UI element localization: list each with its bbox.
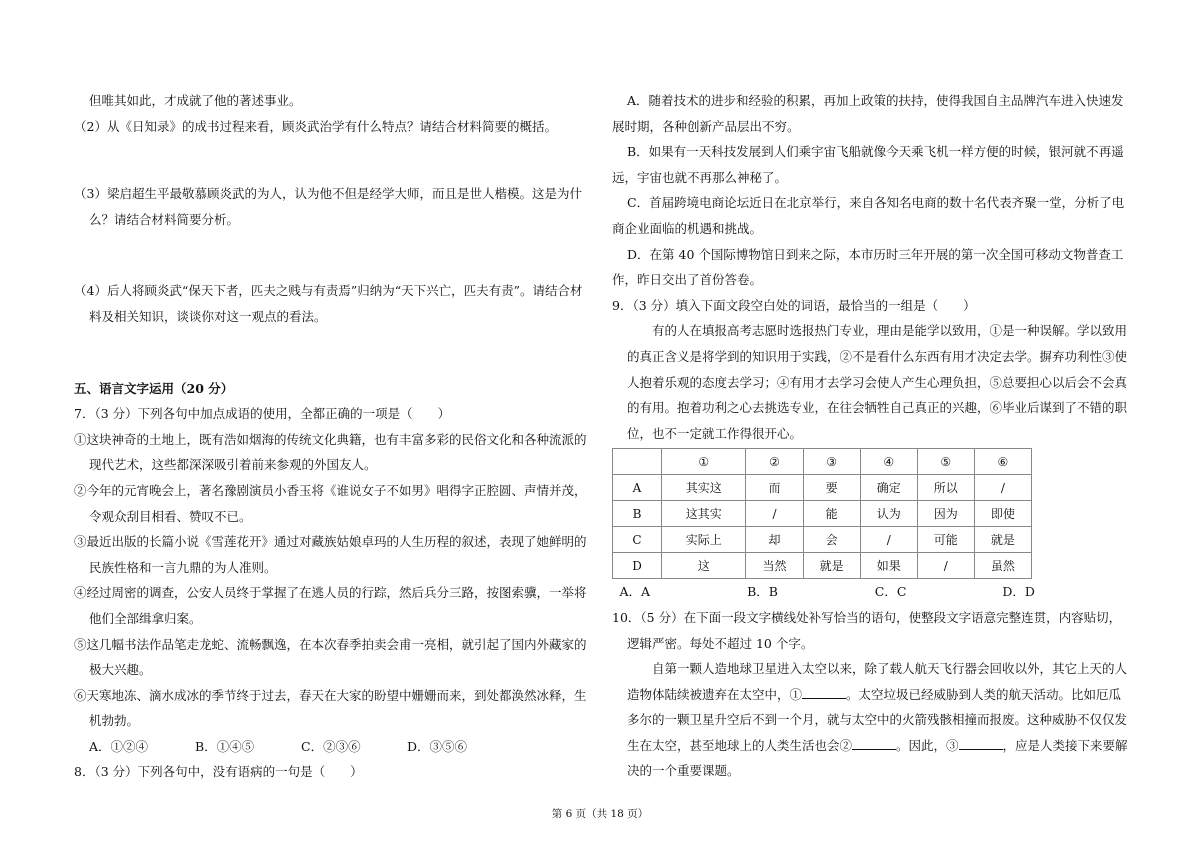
table-cell: 实际上	[662, 527, 746, 553]
table-row	[613, 553, 1032, 579]
option-b: B．①④⑤	[195, 738, 255, 754]
option-c: C．C	[874, 584, 907, 600]
table-cell: ④	[860, 449, 917, 475]
passage-part-4: ，应是人类接下来要解决的一个重要课题。	[627, 737, 1128, 779]
table-cell: /	[860, 527, 917, 553]
table-cell: ⑥	[974, 449, 1031, 475]
question-2: （2）从《日知录》的成书过程来看，顾炎武治学有什么特点？请结合材料简要的概括。	[74, 118, 557, 134]
table-cell: /	[917, 553, 974, 579]
table-cell: 认为	[860, 501, 917, 527]
table-cell: 却	[746, 527, 803, 553]
option-a: A．A	[619, 584, 651, 600]
table-cell: ③	[803, 449, 860, 475]
question-7: 7．（3 分）下列各句中加点成语的使用，全都正确的一项是（ ）	[74, 406, 451, 422]
table-cell: /	[974, 475, 1031, 501]
q8-option-d: D．在第 40 个国际博物馆日到来之际，本市历时三年开展的第一次全国可移动文物普查工作，昨日交出了首份答卷。	[612, 246, 1124, 288]
answer-blank-3[interactable]	[959, 737, 1003, 750]
option-a: A．①②④	[89, 738, 149, 754]
sentence-5: ⑤这几幅书法作品笔走龙蛇、流畅飘逸，在本次春季拍卖会甫一亮相，就引起了国内外藏家的极大兴趣。	[74, 636, 587, 678]
passage-part-2: 。太空垃圾已经威胁到人类的航天活动。比如厄瓜多尔的一颗卫星升空后不到一个月，就与太空中的火箭残骸相撞而报废。这种威胁不仅仅发生在太空，甚至地球上的人类生活也会②	[627, 686, 1128, 753]
table-cell: ①	[662, 449, 746, 475]
question-9: 9．（3 分）填入下面文段空白处的词语，最恰当的一组是（ ）	[612, 297, 976, 313]
option-b: B．B	[747, 584, 778, 600]
table-cell: 而	[746, 475, 803, 501]
table-cell: 这其实	[662, 501, 746, 527]
table-cell	[613, 449, 662, 475]
option-d: D．D	[1002, 584, 1035, 600]
table-cell: 虽然	[974, 553, 1031, 579]
question-7-options	[74, 734, 590, 760]
passage-part-1: 自第一颗人造地球卫星进入太空以来，除了载人航天飞行器会回收以外，其它上天的人造物体陆续被遗弃在太空中，①	[627, 661, 1128, 702]
question-8: 8．（3 分）下列各句中，没有语病的一句是（ ）	[74, 764, 363, 780]
table-cell: ⑤	[917, 449, 974, 475]
table-cell: 当然	[746, 553, 803, 579]
option-c: C．②③⑥	[301, 738, 361, 754]
table-cell: B	[613, 501, 662, 527]
sentence-1: ①这块神奇的土地上，既有浩如烟海的传统文化典籍，也有丰富多彩的民俗文化和各种流派的现代艺术，这些都深深吸引着前来参观的外国友人。	[74, 431, 587, 473]
question-3: （3）梁启超生平最敬慕顾炎武的为人，认为他不但是经学大师，而且是世人楷模。这是为什么？请结合材料简要分析。	[74, 186, 582, 227]
passage-part-3: 。因此，③	[896, 737, 959, 753]
table-cell: 可能	[917, 527, 974, 553]
right-column	[612, 88, 1130, 784]
table-cell: 就是	[803, 553, 860, 579]
table-cell: 要	[803, 475, 860, 501]
table-cell: C	[613, 527, 662, 553]
question-9-passage: 有的人在填报高考志愿时选报热门专业，理由是能学以致用，①是一种误解。学以致用的真正含义是将学到的知识用于实践，②不是看什么东西有用才决定去学。摒弃功利性③使人抱着乐观的态度去学习；④有用才去学习会使人产生心理负担，⑤总要担心以后会不会真的有用。抱着功利之心去挑选专业，在往会牺牲自己真正的兴趣，⑥毕业后谋到了不错的职位，也不一定就工作得很开心。	[627, 323, 1128, 441]
q8-option-b: B．如果有一天科技发展到人们乘宇宙飞船就像今天乘飞机一样方便的时候，银河就不再遥远，宇宙也就不再那么神秘了。	[612, 144, 1124, 185]
paragraph-continuation: 但唯其如此，才成就了他的著述事业。	[89, 93, 302, 108]
sentence-2: ②今年的元宵晚会上，著名豫剧演员小香玉将《谁说女子不如男》唱得字正腔圆、声情并茂，令观众刮目相看、赞叹不已。	[74, 482, 587, 524]
table-cell: 会	[803, 527, 860, 553]
question-9-options	[612, 579, 1130, 605]
table-cell: 即使	[974, 501, 1031, 527]
table-header-row	[613, 449, 1032, 475]
table-cell: 能	[803, 501, 860, 527]
table-cell: 所以	[917, 475, 974, 501]
table-cell: ②	[746, 449, 803, 475]
section-5-title: 五、语言文字运用（20 分）	[74, 380, 234, 396]
answer-table	[612, 448, 1032, 579]
question-4: （4）后人将顾炎武“保天下者，匹夫之贱与有责焉”归纳为“天下兴亡，匹夫有责”。请结合材料及相关知识，谈谈你对这一观点的看法。	[74, 283, 583, 324]
option-d: D．③⑤⑥	[407, 738, 468, 754]
question-10: 10．（5 分）在下面一段文字横线处补写恰当的语句，使整段文字语意完整连贯，内容贴切，逻辑严密。每处不超过 10 个字。	[612, 609, 1122, 651]
page-footer: 第 6 页（共 18 页）	[551, 808, 649, 820]
table-cell: 确定	[860, 475, 917, 501]
table-row	[613, 501, 1032, 527]
table-cell: 因为	[917, 501, 974, 527]
table-cell: A	[613, 475, 662, 501]
left-column	[74, 88, 590, 785]
answer-blank-1[interactable]	[802, 686, 846, 699]
table-cell: 就是	[974, 527, 1031, 553]
question-10-passage	[612, 656, 1130, 784]
table-cell: 如果	[860, 553, 917, 579]
q8-option-a: A．随着技术的进步和经验的积累，再加上政策的扶持，使得我国自主品牌汽车进入快速发展时期，各种创新产品层出不穷。	[612, 93, 1124, 134]
table-cell: 这	[662, 553, 746, 579]
sentence-6: ⑥天寒地冻、滴水成冰的季节终于过去，春天在大家的盼望中姗姗而来，到处都涣然冰释，生机勃勃。	[74, 687, 587, 729]
table-row	[613, 527, 1032, 553]
answer-blank-2[interactable]	[852, 737, 896, 750]
sentence-3: ③最近出版的长篇小说《雪莲花开》通过对藏族姑娘卓玛的人生历程的叙述，表现了她鲜明的民族性格和一言九鼎的为人准则。	[74, 534, 587, 575]
table-cell: D	[613, 553, 662, 579]
q8-option-c: C．首届跨境电商论坛近日在北京举行，来自各知名电商的数十名代表齐聚一堂，分析了电商企业面临的机遇和挑战。	[612, 195, 1125, 236]
sentence-4: ④经过周密的调查，公安人员终于掌握了在逃人员的行踪，然后兵分三路，按图索骥，一举将他们全部缉拿归案。	[74, 585, 587, 626]
table-cell: 其实这	[662, 475, 746, 501]
table-row	[613, 475, 1032, 501]
table-cell: /	[746, 501, 803, 527]
